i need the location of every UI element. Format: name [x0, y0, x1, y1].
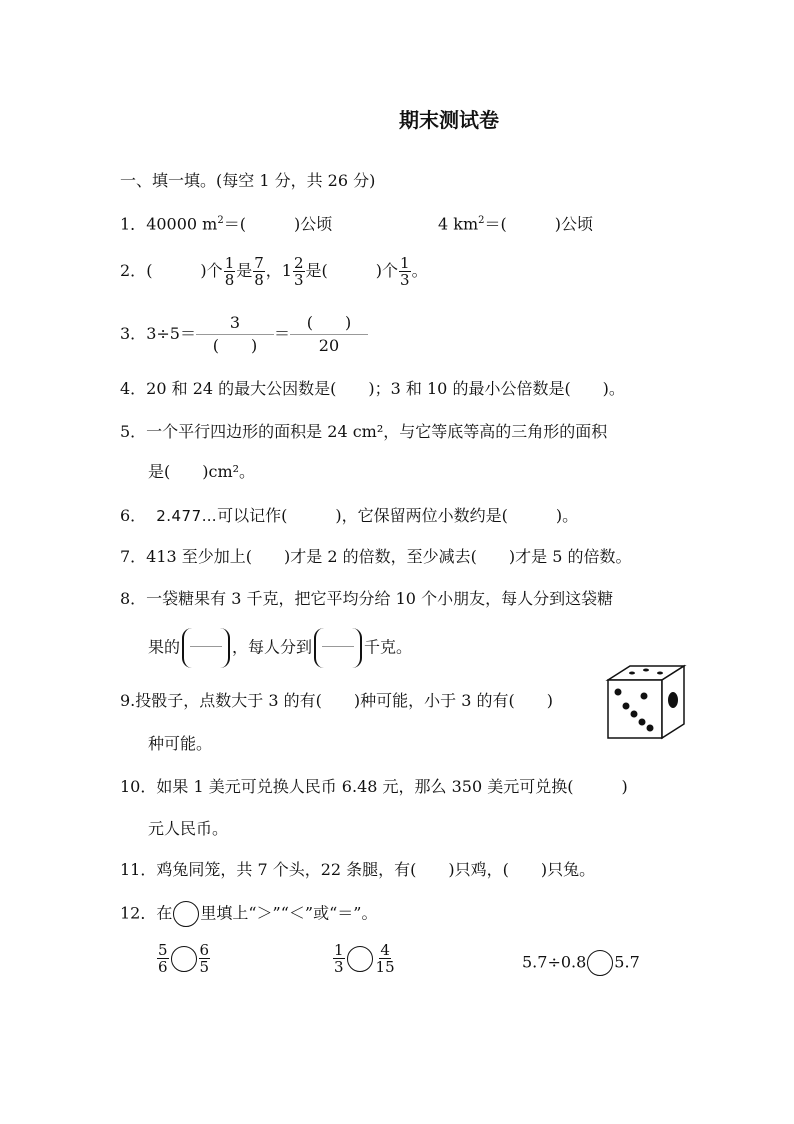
denominator: 8: [254, 271, 264, 289]
decimal-value: 2.477…: [156, 507, 218, 525]
text: 是( )个: [305, 261, 399, 280]
text: 12．在: [120, 903, 173, 923]
question-1-part-a: [120, 210, 332, 235]
question-number: 3．: [120, 324, 147, 343]
comparison-1: [156, 942, 211, 975]
comparison-circle[interactable]: [587, 950, 613, 976]
question-8-line-1: 8．一袋糖果有 3 千克，把它平均分给 10 个小朋友，每人分到这袋糖: [120, 589, 614, 608]
denominator: 15: [375, 958, 395, 976]
question-2: [120, 255, 428, 288]
question-11: 11．鸡兔同笼，共 7 个头，22 条腿，有( )只鸡，( )只兔。: [120, 860, 596, 879]
question-10-line-1: 10．如果 1 美元可兑换人民币 6.48 元，那么 350 美元可兑换( ): [120, 777, 628, 796]
denominator: ( ): [212, 336, 258, 355]
question-8-line-2: [148, 628, 412, 668]
fraction: [253, 255, 265, 288]
text: ( )个: [146, 261, 223, 280]
text: 40000 m: [146, 214, 218, 234]
fraction: [157, 942, 169, 975]
comparison-circle[interactable]: [173, 901, 199, 927]
numerator: 5: [158, 941, 168, 959]
text: 是: [236, 261, 253, 280]
question-6: [120, 505, 578, 527]
numerator: 3: [196, 312, 274, 335]
denominator: 3: [334, 958, 344, 976]
question-10-line-2: 元人民币。: [148, 819, 229, 838]
numerator: 4: [380, 941, 390, 959]
fraction: [224, 255, 236, 288]
text: ，每人分到: [232, 637, 313, 657]
superscript: 2: [217, 215, 224, 226]
comparison-circle[interactable]: [171, 946, 197, 972]
text: ＝( )公顷: [223, 214, 333, 234]
question-number: 6．: [120, 506, 147, 525]
fraction-blank[interactable]: [314, 628, 362, 668]
denominator: 6: [158, 958, 168, 976]
question-12: [120, 901, 377, 927]
question-7: 7．413 至少加上( )才是 2 的倍数，至少减去( )才是 5 的倍数。: [120, 547, 632, 566]
fraction: [196, 312, 274, 357]
denominator: 8: [224, 271, 235, 289]
question-4: 4．20 和 24 的最大公因数是( )；3 和 10 的最小公倍数是( )。: [120, 379, 625, 398]
fraction: [375, 942, 396, 975]
fraction: [399, 255, 411, 288]
text: ＝: [273, 324, 290, 343]
text: 5.7: [614, 952, 640, 972]
question-3: [120, 312, 368, 357]
numerator: ( ): [290, 312, 368, 335]
text: 里填上“＞”“＜”或“＝”。: [200, 903, 378, 923]
dice-image: [604, 662, 688, 742]
question-9-line-1: 9.投骰子，点数大于 3 的有( )种可能，小于 3 的有( ): [120, 691, 553, 710]
denominator: 3: [400, 271, 410, 289]
comparison-3: [522, 950, 640, 976]
comparison-2: [332, 942, 397, 975]
numerator: 6: [199, 941, 210, 959]
fraction: [293, 255, 305, 288]
question-1-part-b: [438, 210, 593, 235]
numerator: 1: [224, 254, 235, 272]
text: ，1: [265, 261, 292, 280]
numerator: 1: [334, 941, 344, 959]
superscript: 2: [478, 215, 485, 226]
text: 千克。: [364, 637, 413, 657]
fraction: [199, 942, 211, 975]
text: ＝( )公顷: [484, 214, 594, 234]
page-title: 期末测试卷: [399, 108, 499, 132]
text: 5.7÷0.8: [522, 952, 587, 972]
fraction: [290, 312, 368, 357]
question-number: 1．: [120, 214, 147, 234]
text: 4 km: [438, 214, 479, 234]
denominator: 3: [293, 271, 304, 289]
fraction-blank[interactable]: [182, 628, 230, 668]
text: 3÷5＝: [146, 324, 196, 343]
section-heading: 一、填一填。(每空 1 分，共 26 分): [120, 171, 376, 190]
question-number: 2．: [120, 261, 147, 280]
text: 。: [411, 261, 428, 280]
numerator: 1: [400, 254, 410, 272]
question-9-line-2: 种可能。: [148, 734, 213, 753]
fraction: [333, 942, 345, 975]
question-5-line-2: 是( )cm²。: [148, 462, 256, 481]
comparison-circle[interactable]: [347, 946, 373, 972]
numerator: 7: [254, 254, 264, 272]
text: 果的: [148, 637, 181, 657]
numerator: 2: [293, 254, 304, 272]
denominator: 5: [199, 958, 210, 976]
question-5-line-1: 5．一个平行四边形的面积是 24 cm²，与它等底等高的三角形的面积: [120, 422, 608, 441]
denominator: 20: [318, 336, 340, 355]
text: 可以记作( )，它保留两位小数约是( )。: [217, 506, 579, 525]
